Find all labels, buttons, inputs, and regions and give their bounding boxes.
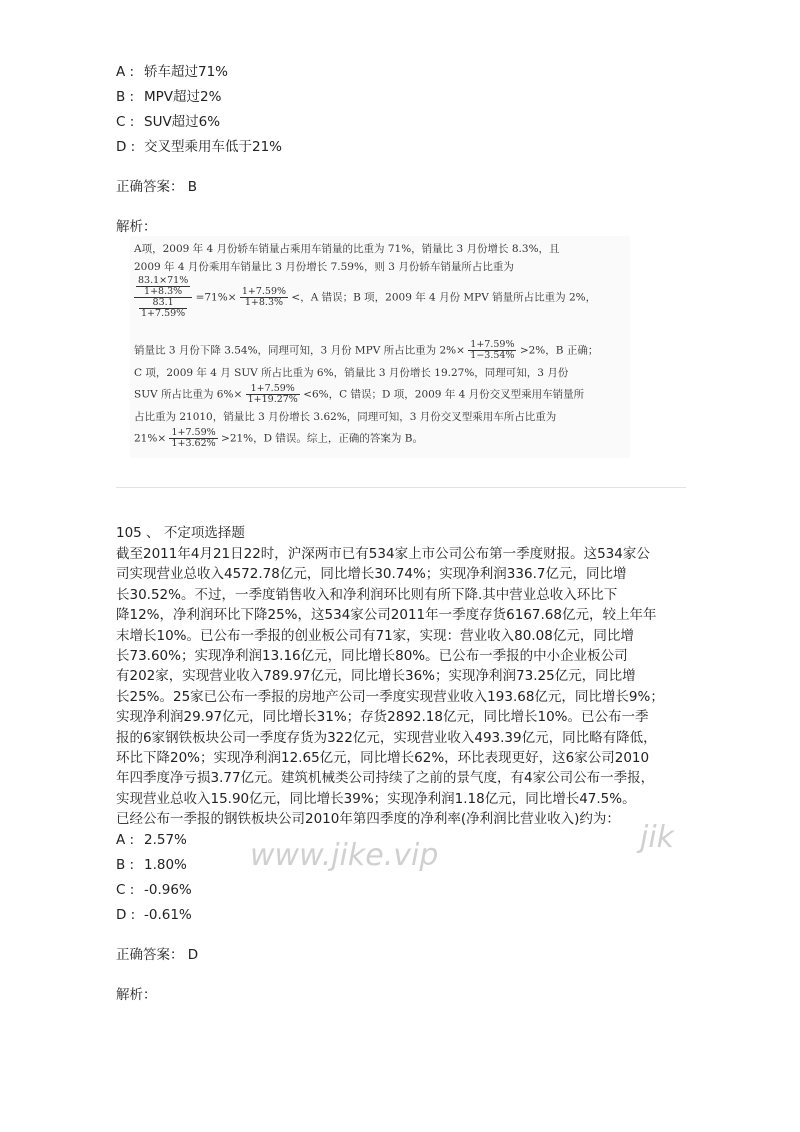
passage-line: 末增长10%。已公布一季报的创业板公司有71家，实现：营业收入80.08亿元，同比增 [116, 627, 634, 644]
q105-answer: 正确答案： D [116, 947, 199, 963]
q105-analysis-label: 解析： [116, 987, 157, 1003]
solution-line: 21%× $\frac{1+7.59\%}{1+3.62\%}$ >21%，D 错误。综上，正确的答案为 B。 [134, 427, 423, 449]
solution-line: SUV 所占比重为 6%× $\frac{1+7.59\%}{1+19.27\%}$ <6%，C 错误；D 项，2009 年 4 月份交叉型乘用车销量所 [134, 383, 585, 405]
q105-option-a: A : 2.57% [116, 832, 187, 848]
q105-answer-value: D [187, 947, 199, 963]
passage-line: 降12%，净利润环比下降25%，这534家公司2011年一季度存货6167.68亿元，较上年年 [116, 607, 657, 624]
q104-option-d: D : 交叉型乘用车低于21% [116, 139, 283, 155]
solution-line: 2009 年 4 月份乘用车销量比 3 月份增长 7.59%，则 3 月份轿车销量所占比重为 [134, 261, 514, 273]
q104-analysis-label: 解析： [116, 219, 157, 235]
q104-answer: 正确答案： B [116, 179, 198, 195]
passage-line: 已经公布一季报的钢铁板块公司2010年第四季度的净利率(净利润比营业收入)约为： [116, 811, 620, 828]
q105-option-b: B : 1.80% [116, 857, 187, 873]
solution-line: C 项，2009 年 4 月 SUV 所占比重为 6%，销量比 3 月份增长 19.27%，同理可知，3 月份 [134, 367, 569, 379]
passage-line: 实现净利润29.97亿元，同比增长31%；存货2892.18亿元，同比增长10%。已公布一季 [116, 709, 649, 726]
watermark-text: www.jike.vip [250, 838, 439, 873]
q104-option-c: C : SUV超过6% [116, 114, 221, 130]
passage-line: 环比下降20%；实现净利润12.65亿元，同比增长62%，环比表现更好，这6家公司2010 [116, 750, 650, 767]
passage-line: 长30.52%。不过，一季度销售收入和净利润环比则有所下降.其中营业总收入环比下 [116, 586, 618, 603]
nested-fraction: $\frac{\frac{83.1\times 71\%}{1+8.3\%}}{\frac{83.1}{1+7.59\%}}$ [134, 276, 192, 319]
passage-line: 截至2011年4月21日22时，沪深两市已有534家上市公司公布第一季度财报。这534家公 [116, 546, 650, 562]
q104-option-a: A : 轿车超过71% [116, 64, 229, 80]
fraction: $\frac{1+7.59\%}{1+19.27\%}$ [247, 383, 298, 405]
passage-line: 长73.60%；实现净利润13.16亿元，同比增长80%。已公布一季报的中小企业板公司 [116, 648, 628, 665]
passage-line: 司实现营业总收入4572.78亿元，同比增长30.74%；实现净利润336.7亿元，同比增 [116, 566, 627, 583]
solution-line: 销量比 3 月份下降 3.54%，同理可知，3 月份 MPV 所占比重为 2%× $\frac{1+7.59\%}{1-3.54\%}$ >2%，B 正确； [134, 339, 599, 361]
q105-passage [116, 544, 686, 830]
solution-line: 占比重为 21010，销量比 3 月份增长 3.62%，同理可知，3 月份交叉型乘用车所占比重为 [134, 411, 557, 423]
solution-line: A项，2009 年 4 月份轿车销量占乘用车销量的比重为 71%，销量比 3 月份增长 8.3%，且 [134, 243, 560, 255]
section-divider [116, 487, 686, 488]
passage-line: 有202家，实现营业收入789.97亿元，同比增长36%；实现净利润73.25亿元，同比增 [116, 668, 636, 685]
passage-line: 报的6家钢铁板块公司一季度存货为322亿元，实现营业收入493.39亿元，同比略有降低， [116, 729, 657, 746]
passage-line: 长25%。25家已公布一季报的房地产公司一季度实现营业收入193.68亿元，同比增长9%； [116, 688, 664, 705]
q105-option-d: D : -0.61% [116, 907, 192, 923]
solution-formula-1: $\frac{\frac{83.1\times 71\%}{1+8.3\%}}{\frac{83.1}{1+7.59\%}}$ =71%× $\frac{1+7.59\%}{1+8.3\%}$ <，A 错误；B 项，2009 年 4 月份 MPV 销量所占比重为 2%， [134, 276, 596, 319]
fraction: $\frac{1+7.59\%}{1+8.3\%}$ [241, 286, 287, 308]
q104-answer-value: B [187, 179, 198, 195]
watermark-text: jik [640, 820, 675, 855]
passage-line: 年四季度净亏损3.77亿元。建筑机械类公司持续了之前的景气度，有4家公司公布一季报， [116, 770, 655, 787]
q105-title: 105 、 不定项选择题 [116, 525, 245, 541]
q104-option-b: B : MPV超过2% [116, 89, 222, 105]
passage-line: 实现营业总收入15.90亿元，同比增长39%；实现净利润1.18亿元，同比增长47.5%。 [116, 790, 636, 807]
fraction: $\frac{1+7.59\%}{1+3.62\%}$ [171, 427, 216, 449]
q104-solution-image [130, 236, 630, 458]
q105-option-c: C : -0.96% [116, 882, 192, 898]
fraction: $\frac{1+7.59\%}{1-3.54\%}$ [470, 339, 515, 361]
